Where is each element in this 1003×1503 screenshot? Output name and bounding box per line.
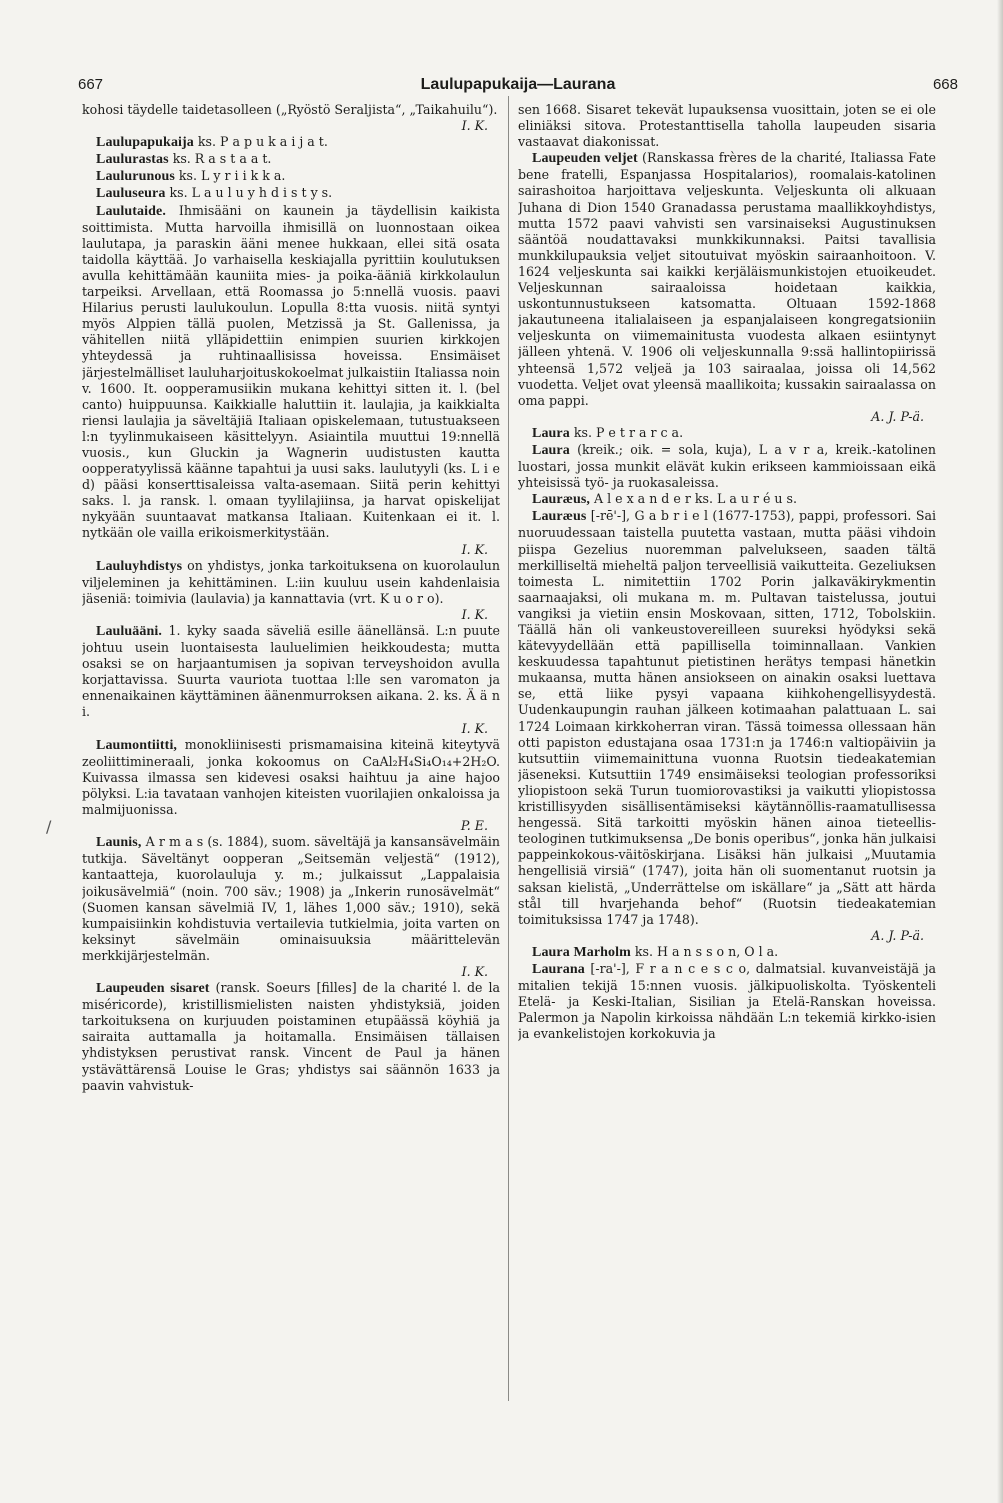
entry-headword: Laura [532, 442, 570, 458]
entry-text: ks. L a u l u y h d i s t y s. [165, 185, 333, 201]
entry-text: (Ranskassa frères de la charité, Italiassa Fate bene fratelli, Espanjassa Hospitalarios), roomalais-katolinen sairashoitoa harjoittava veljeskunta. Veljeskunta oli alkuaan Juhana di Dion 1540 Granadassa perustama maallikkoyhdistys, mutta 1572 paavi vahvisti sen varsinaiseksi Augustinuksen sääntöä noudattavaksi munkkikunnaksi. Paitsi tavallisia munkkilupauksia veljet sitoutuivat myöskin sairaanhoitoon. V. 1624 veljeskunta sai kaikki kerjäläismunkistojen etuoikeudet. Veljeskunnan sairaaloissa hoidetaan kaikkia, uskontunnustukseen katsomatta. Oltuaan 1592-1868 jakautuneena italialaiseen ja espanjalaiseen kongregatsioniin veljeskunta on viimemainitusta vuodesta alkaen esiintynyt jälleen yhtenä. V. 1906 oli veljeskunnalla 9:ssä hallintopiirissä yhteensä 1,572 veljeä ja 103 sairaalaa, joissa oli 14,562 vuodetta. Veljet ovat yleensä maallikoita; kussakin sairaalassa on oma pappi. [518, 150, 936, 408]
author-signature: I. K. [461, 963, 488, 979]
margin-pencil-mark: / [46, 817, 52, 836]
left-column [82, 102, 500, 1482]
page-edge-shadow [997, 0, 1003, 1503]
author-signature: I. K. [461, 606, 488, 622]
entry-text: on yhdistys, jonka tarkoituksena on kuorolaulun viljeleminen ja kehittäminen. L:iin kuuluu usein kahdenlaisia jäseniä: toimivia (laulavia) ja kannattavia (vrt. K u o r o). [82, 557, 500, 606]
entry-text: Ihmisääni on kaunein ja täydellisin kaikista soittimista. Mutta harvoilla ihmisillä on luonnostaan oikea laulutapa, ja paraskin ääni menee hukkaan, ellei sitä osata taidolla käyttää. Jo varhaisella keskiajalla pyrittiin koulutuksen avulla kehittämään kauniita mies- ja poika-ääniä kirkkolaulun tarpeiksi. Arvellaan, että Roomassa jo 5:nnellä vuosis. paavi Hilarius perusti laulukoulun. Lopulla 8:tta vuosis. niitä syntyi myös Alppien tällä puolen, Metzissä ja St. Gallenissa, ja vähitellen niitä ylläpidettiin enimpien suurien kirkkojen yhteydessä ja ruhtinaallisissa hoveissa. Ensimäiset järjestelmälliset lauluharjoituskokoelmat julkaistiin Italiassa noin v. 1600. It. oopperamusiikin mukana kehittyi sitten it. l. (bel canto) huippuunsa. Kaikkialle haluttiin it. laulajia, ja kaikkialta riensi laulajia ja säveltäjiä Italiaan opiskelemaan, tutustuakseen l:n tyylinmukaiseen käsittelyyn. Asiaintila muuttui 19:nnellä vuosis., kun Gluckin ja Wagnerin uudistusten kautta oopperatyylissä käänne tapahtui ja uusi saks. laulutyyli (ks. L i e d) pääsi konserttisaleissa valta-asemaan. Siitä perin kehittyi saks. l. ja ransk. l. omaan tyylilajiinsa, ja harvat opiskelijat nykyään suuntaavat matkansa Italiaan. Kuitenkaan ei it. l. nytkään ole vailla erikoismerkitystään. [82, 202, 500, 541]
author-signature: A. J. P-ä. [871, 927, 924, 943]
entry-text: ks. P a p u k a i j a t. [193, 134, 328, 150]
column-divider [508, 96, 509, 1401]
entry-headword: Lauræus, [532, 492, 590, 508]
entry-text: A r m a s (s. 1884), suom. säveltäjä ja kansansävelmäin tutkija. Säveltänyt oopperan „Seitsemän veljestä“ (1912), kantaatteja, kuorolauluja y. m.; julkaissut „Lappalaisia joikusävelmiä“ (noin. 700 säv.; 1908) ja „Inkerin runosävelmät“ (Suomen kansan sävelmiä IV, 1, lähes 1,000 säv.; 1910), sekä kumpaisiinkin kohdistuvia vertailevia tutkielmia, joita varten on keksinyt sävelmäin ominaisuuksia määrittelevän merkkijärjestelmän. [82, 834, 500, 963]
entry-headword: Laupeuden veljet [532, 151, 638, 167]
entry-text: kohosi täydelle taidetasolleen („Ryöstö Seraljista“, „Taikahuilu“). [82, 102, 498, 117]
entry-headword: Laurana [532, 961, 585, 977]
author-signature: A. J. P-ä. [871, 408, 924, 424]
dictionary-entry [82, 151, 500, 168]
entry-text: (kreik.; oik. = sola, kuja), L a v r a, kreik.-katolinen luostari, jossa munkit elävät kukin erikseen kammioissaan eikä yhteisissä työ- ja ruokasaleissa. [518, 441, 936, 491]
entry-headword: Laupeuden sisaret [96, 981, 210, 997]
entry-text: monokliinisesti prismamaisina kiteinä kiteytyvä zeoliittimineraali, jonka kokoomus on CaAl₂H₄Si₄O₁₄+2H₂O. Kuivassa ilmassa sen kidevesi osaksi haihtuu ja aine hajoo pölyksi. L:ia tavataan vanhojen kiteisten vuorilajien onkaloissa ja malmijuonissa. [82, 736, 500, 818]
author-signature: I. K. [461, 118, 488, 134]
dictionary-entry [518, 425, 936, 442]
entry-headword: Laulurunous [96, 169, 175, 185]
entry-text: [-rē'-], G a b r i e l (1677-1753), pappi, professori. Sai nuoruudessaan taistella puutetta vastaan, mutta pääsi vihdoin piispa Gezelius nuoremman palvelukseen, saaden tältä merkilliseltä mieheltä paljon terveellisiä vaikutteita. Gezeliuksen toimesta L. nimitettiin 1702 Porin jalkaväkirykmentin saarnaajaksi, oli mukana m. m. Pultavan taistelussa, joutui vangiksi ja vietiin ensin Moskovaan, sitten, 1712, Tobolskiin. Täällä hän oli vankeustovereilleen suureksi hyödyksi sekä kätevyydellään että papillisella toiminnallaan. Vankien keskuudessa tapahtunut pietistinen herätys tempasi hänetkin mukaansa, mutta hänen ansiokseen on ainakin osaksi luettava se, että liike pysyi vapaana kiihkohengellisyydestä. Uudenkaupungin rauhan jälkeen kotimaahan palattuaan L. sai 1724 Loimaan kirkkoherran viran. Tässä toimessa ollessaan hän otti papiston edustajana osaa 1731:n ja 1746:n valtiopäiviin ja kutsuttiin viimemainittuna vuonna Ruotsin tiedeakatemian jäseneksi. Kutsuttiin 1749 ensimäiseksi teologian professoriksi yliopistoon sekä Turun tuomiorovastiksi ja vaikutti yliopistossa kristillisyyden sisällisentämiseksi käytännöllis-raamatullisessa hengessä. Sitä tarkoitti myöskin hänen ainoa tieteellis-teologinen tutkimuksensa „De bonis operibus“, jonka hän julkaisi pappeinkokous-väitöskirjana. Lisäksi hän julkaisi „Muutamia hengellisiä virsiä“ (1747), joita hän oli suomentanut ruotsin ja saksan kielistä, „Underrättelse om iskällare“ ja „Sätt att härda stål till hvarjehanda behof“ (Ruotsin tiedeakatemian toimituksissa 1747 ja 1748). [518, 508, 936, 927]
entry-headword: Lauluseura [96, 186, 166, 202]
entry-headword: Lauræus [532, 509, 587, 525]
page-number-left: 667 [78, 76, 104, 93]
dictionary-entry [82, 980, 500, 1094]
entry-headword: Laulupapukaija [96, 135, 194, 151]
entry-text: ks. H a n s s o n, O l a. [630, 943, 779, 959]
entry-text: (ransk. Soeurs [filles] de la charité l. de la miséricorde), kristillismielisten naisten yhdistyksiä, joiden tarkoituksena on kurjuuden poistaminen etupäässä köyhiä ja sairaita auttamalla ja hoitamalla. Ensimäisen tällaisen yhdistyksen perustivat ransk. Vincent de Paul ja hänen ystävättärensä Louise le Gras; yhdistys sai säännön 1633 ja paavin vahvistuk- [82, 980, 500, 1093]
page-number-right: 668 [932, 76, 958, 93]
entry-text: [-ra'-], F r a n c e s c o, dalmatsial. kuvanveistäjä ja mitalien tekijä 15:nnen vuosis. jälkipuoliskolta. Työskenteli Etelä- ja Keski-Italian, Sisilian ja Etelä-Ranskan hoveissa. Palermon ja Napolin kirkoissa nähdään L:n tekemiä kirkko-isien ja evankelistojen korkokuvia ja [518, 960, 936, 1042]
dictionary-entry [518, 491, 936, 508]
author-signature: I. K. [461, 541, 488, 557]
dictionary-entry [82, 834, 500, 980]
entry-headword: Lauluääni. [96, 624, 162, 639]
right-column [518, 102, 936, 1482]
entry-text: ks. L y r i i k k a. [174, 168, 286, 184]
entry-text: sen 1668. Sisaret tekevät lupauksensa vuosittain, joten se ei ole eliniäksi sitova. Protestanttisella taholla laupeuden sisaria vastaavat diakonissat. [518, 102, 936, 150]
dictionary-entry [518, 944, 936, 961]
dictionary-entry [518, 442, 936, 491]
entry-headword: Launis, [96, 835, 142, 851]
dictionary-entry [82, 168, 500, 185]
dictionary-entry [82, 185, 500, 202]
entry-continuation [82, 102, 500, 134]
author-signature: P. E. [460, 818, 488, 834]
entry-text: A l e x a n d e r ks. L a u r é u s. [589, 491, 798, 507]
page-header [78, 76, 958, 100]
author-signature: I. K. [461, 720, 488, 736]
entry-text: 1. kyky saada säveliä esille äänellänsä. L:n puute johtuu usein luontaisesta lauluelimien heikkoudesta; mutta osaksi se on harjaantumisen ja sopivan terveyshoidon avulla korjattavissa. Suurta vauriota tuottaa l:lle sen varomaton ja ennenaikainen käyttäminen äänenmurroksen aikana. 2. ks. Ä ä n i. [82, 623, 500, 720]
dictionary-entry [518, 961, 936, 1042]
dictionary-entry [518, 508, 936, 944]
running-title: Laulupapukaija—Laurana [420, 76, 616, 93]
dictionary-entry [518, 150, 936, 425]
dictionary-entry [82, 623, 500, 737]
entry-text: ks. P e t r a r c a. [569, 424, 684, 440]
dictionary-entry [82, 134, 500, 151]
entry-text: ks. R a s t a a t. [168, 151, 272, 167]
entry-headword: Laulutaide. [96, 203, 166, 219]
dictionary-entry [82, 737, 500, 835]
entry-headword: Laumontiitti, [96, 737, 178, 753]
entry-headword: Laura Marholm [532, 944, 631, 960]
entry-headword: Lauluyhdistys [96, 558, 183, 574]
entry-continuation [518, 102, 936, 150]
dictionary-entry [82, 203, 500, 558]
dictionary-entry [82, 558, 500, 623]
entry-headword: Laulurastas [96, 152, 169, 168]
entry-headword: Laura [532, 425, 570, 441]
